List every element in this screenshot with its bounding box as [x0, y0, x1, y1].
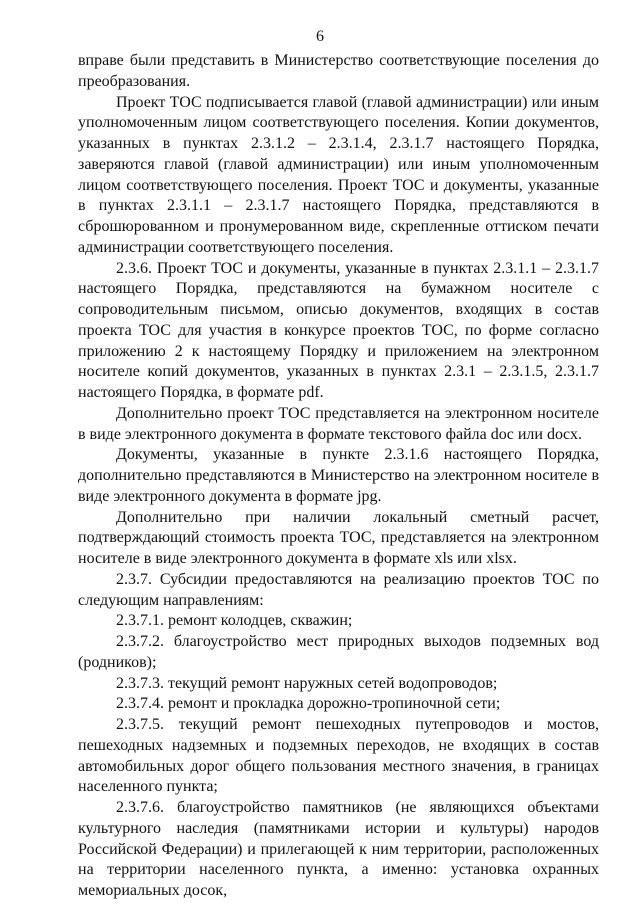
paragraph-jpg-documents: Документы, указанные в пункте 2.3.1.6 настоящего Порядка, дополнительно представляются в Министерство на электронном носителе в виде электронного документа в формате jpg.: [78, 446, 599, 505]
paragraph-2-3-7: 2.3.7. Субсидии предоставляются на реализацию проектов ТОС по следующим направлениям:: [78, 570, 599, 609]
page-number: 6: [316, 28, 324, 45]
list-item-2-3-7-3: 2.3.7.3. текущий ремонт наружных сетей водопроводов;: [116, 674, 498, 692]
paragraph-continuation: вправе были представить в Министерство соответствующие поселения до преобразования.: [78, 52, 599, 90]
list-item-2-3-7-5: 2.3.7.5. текущий ремонт пешеходных путепроводов и мостов, пешеходных надземных и подземных переходов, не входящих в состав автомобильных дорог общего пользования местного значения, в границах населенного пункта;: [78, 716, 599, 796]
paragraph-electronic-doc: Дополнительно проект ТОС представляется на электронном носителе в виде электронного документа в формате текстового файла doc или docx.: [78, 404, 599, 443]
list-item-2-3-7-2: 2.3.7.2. благоустройство мест природных выходов подземных вод (родников);: [78, 633, 599, 671]
paragraph-signing: Проект ТОС подписывается главой (главой администрации) или иным уполномоченным лицом соответствующего поселения. Копии документов, указанных в пунктах 2.3.1.2 – 2.3.1.4, 2.3.1.7 настоящего Порядка, заверяются главой (главой администрации) или иным уполномоченным лицом соответствующего поселения. Проект ТОС и документы, указанные в пунктах 2.3.1.1 – 2.3.1.7 настоящего Порядка, представляются в сброшюрованном и пронумерованном виде, скрепленные оттиском печати администрации соответствующего поселения.: [78, 93, 599, 256]
list-item-2-3-7-1: 2.3.7.1. ремонт колодцев, скважин;: [116, 612, 353, 630]
document-body: [78, 51, 599, 902]
paragraph-estimate: Дополнительно при наличии локальный сметный расчет, подтверждающий стоимость проекта ТОС, представляется на электронном носителе в виде электронного документа в формате xls или xlsx.: [78, 508, 599, 567]
paragraph-2-3-6: 2.3.6. Проект ТОС и документы, указанные в пунктах 2.3.1.1 – 2.3.1.7 настоящего Порядка, представляются на бумажном носителе с сопроводительным письмом, описью документов, входящих в состав проекта ТОС для участия в конкурсе проектов ТОС, по форме согласно приложению 2 к настоящему Порядку и приложением на электронном носителе копий документов, указанных в пунктах 2.3.1 – 2.3.1.5, 2.3.1.7 настоящего Порядка, в формате pdf.: [78, 259, 599, 401]
list-item-2-3-7-4: 2.3.7.4. ремонт и прокладка дорожно-тропиночной сети;: [116, 695, 501, 713]
list-item-2-3-7-6: 2.3.7.6. благоустройство памятников (не являющихся объектами культурного наследия (памятниками истории и культуры) народов Российской Федерации) и прилегающей к ним территории, расположенных на территории населенного пункта, а именно: установка охранных мемориальных досок,: [78, 799, 599, 899]
